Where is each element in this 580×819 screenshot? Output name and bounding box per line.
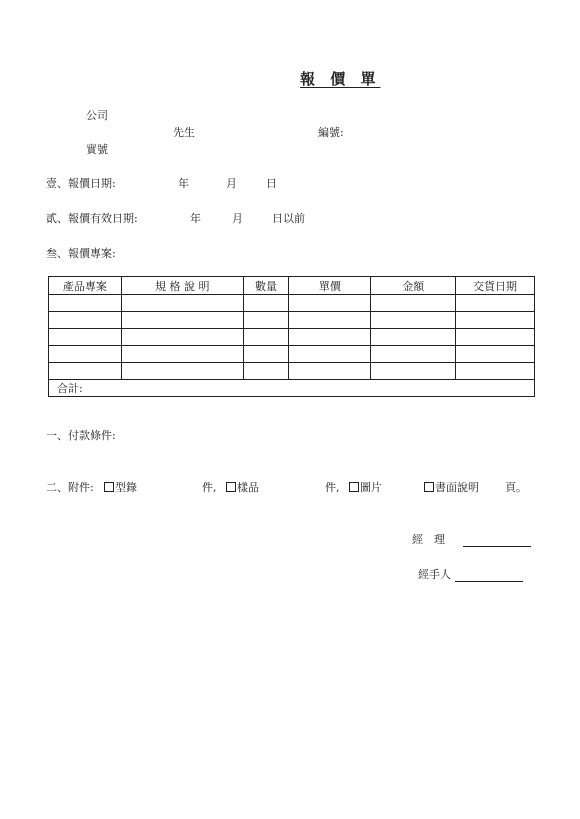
table-cell xyxy=(456,329,535,346)
table-cell xyxy=(121,329,243,346)
checkbox-icon[interactable] xyxy=(104,482,114,492)
payment-terms-label: 一、付款條件: xyxy=(46,429,116,442)
sample-label: 樣品 xyxy=(237,481,259,494)
treasure-label: 實號 xyxy=(86,143,108,156)
table-cell xyxy=(289,295,371,312)
table-cell xyxy=(49,295,122,312)
table-cell xyxy=(289,312,371,329)
manager-label: 經 理 xyxy=(412,533,445,546)
table-cell xyxy=(371,312,456,329)
attachments-label: 二、附件: xyxy=(46,481,94,494)
sample-piece-label: 件, xyxy=(325,481,340,494)
table-cell xyxy=(243,346,289,363)
table-cell xyxy=(243,329,289,346)
table-cell xyxy=(243,312,289,329)
table-cell xyxy=(371,295,456,312)
quote-date-label: 壹、報價日期: xyxy=(46,177,116,190)
column-header: 產品專案 xyxy=(49,277,122,295)
table-cell xyxy=(49,363,122,380)
table-cell xyxy=(243,363,289,380)
manager-signature-line[interactable] xyxy=(463,534,531,547)
table-cell xyxy=(371,329,456,346)
handler-label: 經手人 xyxy=(418,568,451,581)
table-row xyxy=(49,312,535,329)
table-row xyxy=(49,363,535,380)
table-cell xyxy=(289,329,371,346)
picture-option[interactable] xyxy=(349,479,382,495)
table-cell xyxy=(456,346,535,363)
table-cell xyxy=(371,363,456,380)
table-header-row xyxy=(49,277,535,295)
table-cell xyxy=(289,363,371,380)
table-cell xyxy=(49,329,122,346)
table-cell xyxy=(456,295,535,312)
checkbox-icon[interactable] xyxy=(226,482,236,492)
total-label: 合計: xyxy=(49,380,535,397)
table-cell xyxy=(49,346,122,363)
column-header: 交貨日期 xyxy=(456,277,535,295)
column-header: 金額 xyxy=(371,277,456,295)
quote-items-table xyxy=(48,276,535,397)
number-label: 編號: xyxy=(318,126,344,139)
table-cell xyxy=(371,346,456,363)
picture-label: 圖片 xyxy=(360,481,382,494)
valid-date-month: 月 xyxy=(232,212,243,225)
quote-date-day: 日 xyxy=(266,177,277,190)
company-label: 公司 xyxy=(86,109,108,122)
checkbox-icon[interactable] xyxy=(349,482,359,492)
table-cell xyxy=(49,312,122,329)
table-cell xyxy=(121,363,243,380)
column-header: 數量 xyxy=(243,277,289,295)
table-row xyxy=(49,329,535,346)
table-row xyxy=(49,346,535,363)
mister-label: 先生 xyxy=(173,126,195,139)
table-cell xyxy=(289,346,371,363)
quote-date-year: 年 xyxy=(178,177,189,190)
valid-date-day: 日以前 xyxy=(272,212,305,225)
table-cell xyxy=(121,312,243,329)
table-cell xyxy=(121,346,243,363)
page-label: 頁。 xyxy=(505,481,527,494)
column-header: 規 格 說 明 xyxy=(121,277,243,295)
written-option[interactable] xyxy=(424,479,479,495)
table-total-row xyxy=(49,380,535,397)
catalog-label: 型錄 xyxy=(115,481,137,494)
sample-option[interactable] xyxy=(226,479,259,495)
project-label: 叁、報價專案: xyxy=(46,247,116,260)
valid-date-year: 年 xyxy=(190,212,201,225)
catalog-piece-label: 件, xyxy=(202,481,217,494)
checkbox-icon[interactable] xyxy=(424,482,434,492)
handler-signature xyxy=(418,566,523,582)
catalog-option[interactable] xyxy=(104,479,137,495)
table-cell xyxy=(456,363,535,380)
valid-date-label: 貳、報價有效日期: xyxy=(46,212,138,225)
table-row xyxy=(49,295,535,312)
column-header: 單價 xyxy=(289,277,371,295)
table-cell xyxy=(121,295,243,312)
quote-date-month: 月 xyxy=(226,177,237,190)
written-label: 書面說明 xyxy=(435,481,479,494)
document-title: 報 價 單 xyxy=(300,70,381,88)
table-cell xyxy=(243,295,289,312)
manager-signature xyxy=(412,531,531,547)
table-cell xyxy=(456,312,535,329)
handler-signature-line[interactable] xyxy=(455,569,523,582)
